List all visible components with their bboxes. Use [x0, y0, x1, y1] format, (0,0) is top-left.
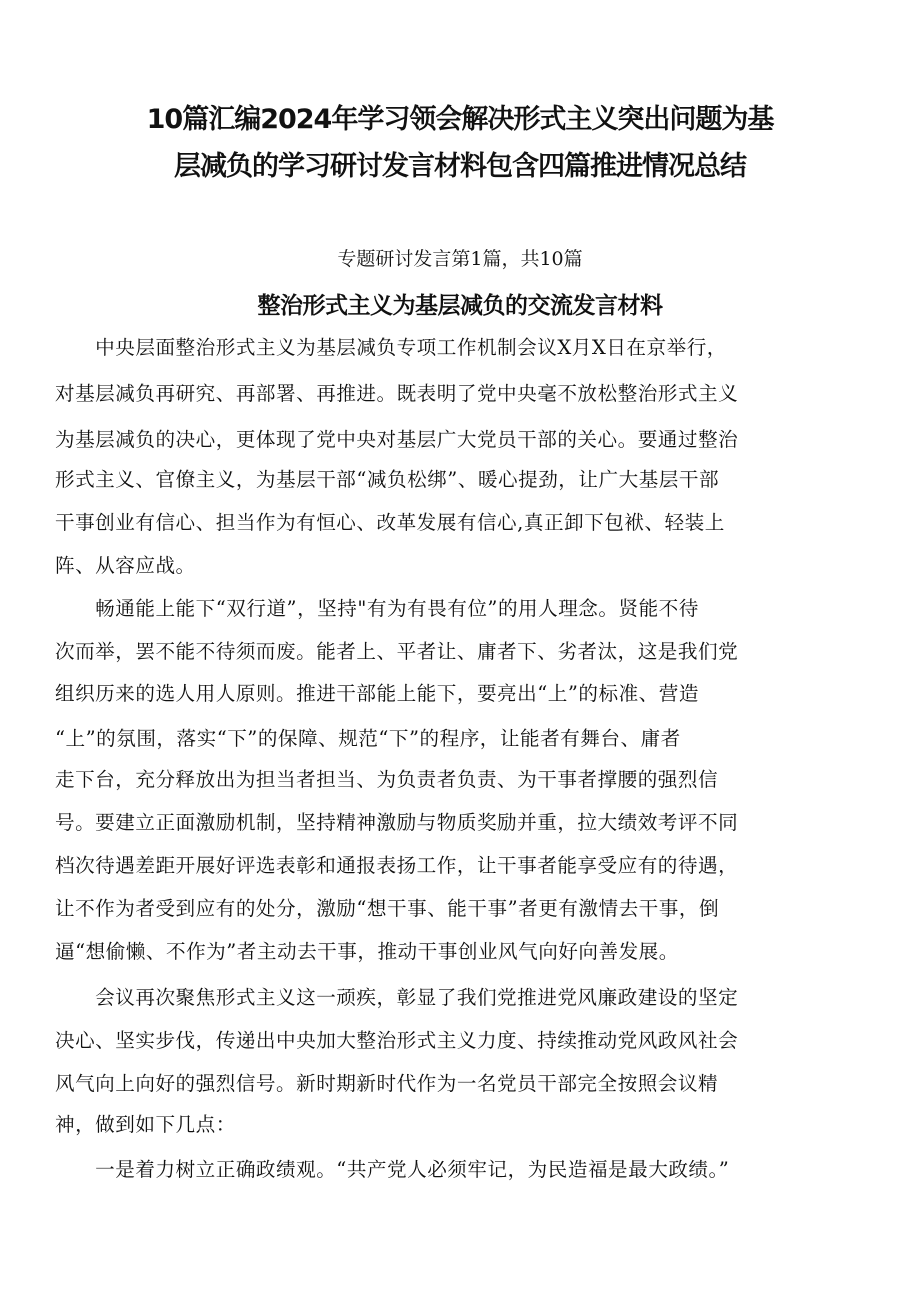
body-line: 会议再次聚焦形式主义这一顽疾，彰显了我们党推进党风廉政建设的坚定	[55, 986, 739, 1009]
document-title-line-1: 10篇汇编2024年学习领会解决形式主义突出问题为基	[146, 104, 774, 135]
body-line: 对基层减负再研究、再部署、再推进。既表明了党中央毫不放松整治形式主义	[55, 382, 739, 405]
body-line: 次而举，罢不能不待须而废。能者上、平者让、庸者下、劣者汰，这是我们党	[55, 640, 739, 663]
body-line: 档次待遇差距开展好评选表彰和通报表扬工作，让干事者能享受应有的待遇，	[55, 854, 739, 877]
body-line: 号。要建立正面激励机制，坚持精神激励与物质奖励并重，拉大绩效考评不同	[55, 811, 739, 834]
body-line: 为基层减负的决心，更体现了党中央对基层广大党员干部的关心。要通过整治	[55, 428, 739, 451]
section-title: 整治形式主义为基层减负的交流发言材料	[257, 293, 663, 319]
body-line: 决心、坚实步伐，传递出中央加大整治形式主义力度、持续推动党风政风社会	[55, 1029, 739, 1052]
body-line: 神，做到如下几点：	[55, 1113, 236, 1136]
body-line: 阵、从容应战。	[55, 554, 196, 577]
document-title-line-2: 层减负的学习研讨发言材料包含四篇推进情况总结	[174, 151, 746, 182]
body-line: 畅通能上能下“双行道”，坚持"有为有畏有位”的用人理念。贤能不待	[55, 597, 699, 620]
document-subtitle: 专题研讨发言第1篇，共10篇	[337, 248, 583, 270]
body-line: 干事创业有信心、担当作为有恒心、改革发展有信心,真正卸下包袱、轻装上	[55, 511, 725, 534]
body-line: 中央层面整治形式主义为基层减负专项工作机制会议X月X日在京举行，	[55, 336, 727, 359]
body-line: 逼“想偷懒、不作为”者主动去干事，推动干事创业风气向好向善发展。	[55, 940, 679, 963]
body-line: “上”的氛围，落实“下”的保障、规范“下”的程序，让能者有舞台、庸者	[55, 727, 681, 750]
body-line: 组织历来的选人用人原则。推进干部能上能下，要亮出“上”的标准、营造	[55, 682, 699, 705]
body-line: 让不作为者受到应有的处分，激励“想干事、能干事”者更有激情去干事，倒	[55, 897, 720, 920]
body-line: 风气向上向好的强烈信号。新时期新时代作为一名党员干部完全按照会议精	[55, 1072, 719, 1095]
body-line: 形式主义、官僚主义，为基层干部“减负松绑”、暖心提劲，让广大基层干部	[55, 468, 720, 491]
body-line: 一是着力树立正确政绩观。“共产党人必须牢记，为民造福是最大政绩。”	[55, 1158, 730, 1181]
body-line: 走下台，充分释放出为担当者担当、为负责者负责、为干事者撑腰的强烈信	[55, 768, 719, 791]
